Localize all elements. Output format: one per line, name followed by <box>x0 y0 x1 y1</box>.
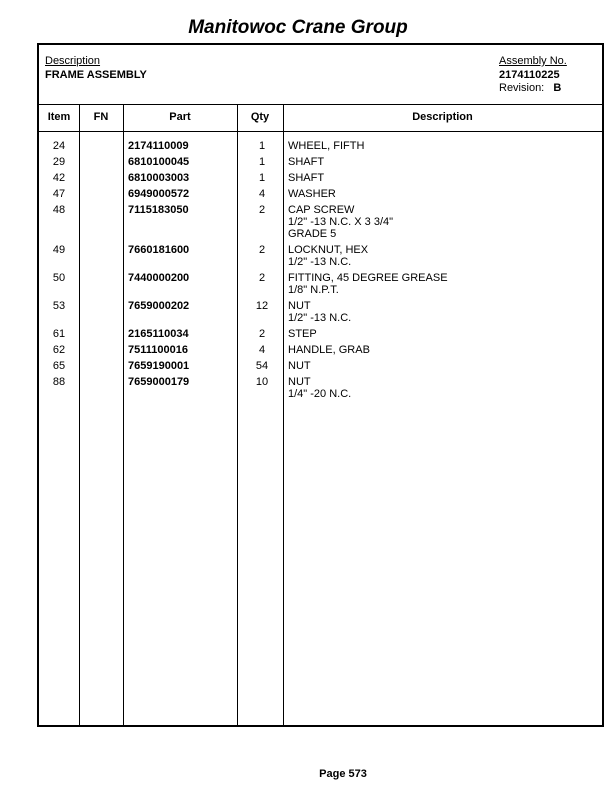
page-number: Page 573 <box>319 768 367 780</box>
column-header-qty: Qty <box>250 111 270 123</box>
quantity: 54 <box>255 360 269 372</box>
quantity: 2 <box>258 272 266 284</box>
description-line: STEP <box>288 328 317 340</box>
description-label: Description <box>45 55 101 67</box>
revision-label: Revision: <box>499 82 545 94</box>
description-line: 1/2" -13 N.C. <box>288 256 352 268</box>
item-number: 65 <box>52 360 66 372</box>
quantity: 2 <box>258 244 266 256</box>
item-number: 53 <box>52 300 66 312</box>
description-line: WASHER <box>288 188 336 200</box>
description-line: 1/2" -13 N.C. <box>288 312 352 324</box>
description-line: GRADE 5 <box>288 228 337 240</box>
description-line: 1/4" -20 N.C. <box>288 388 352 400</box>
table-row <box>39 172 602 184</box>
part-number: 7659000179 <box>128 376 190 388</box>
item-number: 61 <box>52 328 66 340</box>
description-cell <box>288 344 370 356</box>
description-line: WHEEL, FIFTH <box>288 140 365 152</box>
item-number: 24 <box>52 140 66 152</box>
description-line: SHAFT <box>288 156 325 168</box>
table-row <box>39 272 602 296</box>
description-line: 1/8" N.P.T. <box>288 284 339 296</box>
description-cell <box>288 172 324 184</box>
description-cell <box>288 272 448 296</box>
part-number: 2165110034 <box>128 328 189 340</box>
column-header-item: Item <box>47 111 71 123</box>
item-number: 49 <box>52 244 66 256</box>
description-line: NUT <box>288 376 311 388</box>
part-number: 7511100016 <box>128 344 188 356</box>
table-row <box>39 244 602 268</box>
part-number: 6810100045 <box>128 156 190 168</box>
description-line: NUT <box>288 360 311 372</box>
description-cell <box>288 360 311 372</box>
item-number: 62 <box>52 344 66 356</box>
table-row <box>39 140 602 152</box>
quantity: 1 <box>258 156 266 168</box>
column-header-row <box>39 104 602 132</box>
item-number: 47 <box>52 188 66 200</box>
item-number: 50 <box>52 272 66 284</box>
quantity: 4 <box>258 188 266 200</box>
assembly-number-label: Assembly No. <box>499 55 567 67</box>
item-number: 42 <box>52 172 66 184</box>
description-cell <box>288 376 351 400</box>
quantity: 1 <box>258 140 266 152</box>
part-number: 7660181600 <box>128 244 190 256</box>
quantity: 2 <box>258 204 266 216</box>
table-row <box>39 188 602 200</box>
table-row <box>39 156 602 168</box>
revision-line <box>499 82 561 94</box>
item-number: 48 <box>52 204 66 216</box>
part-number: 7115183050 <box>128 204 189 216</box>
description-line: LOCKNUT, HEX <box>288 244 369 256</box>
column-header-part: Part <box>169 111 191 123</box>
table-row <box>39 376 602 400</box>
item-number: 88 <box>52 376 66 388</box>
description-cell <box>288 244 368 268</box>
assembly-number-value: 2174110225 <box>499 69 560 81</box>
description-cell <box>288 140 364 152</box>
quantity: 10 <box>255 376 269 388</box>
description-line: HANDLE, GRAB <box>288 344 370 356</box>
company-title: Manitowoc Crane Group <box>188 17 408 38</box>
description-cell <box>288 156 324 168</box>
column-header-description: Description <box>412 111 473 123</box>
description-line: FITTING, 45 DEGREE GREASE <box>288 272 448 284</box>
table-row <box>39 344 602 356</box>
part-number: 7440000200 <box>128 272 190 284</box>
quantity: 1 <box>258 172 266 184</box>
part-number: 7659000202 <box>128 300 190 312</box>
assembly-header <box>39 45 602 105</box>
description-cell <box>288 300 351 324</box>
part-number: 7659190001 <box>128 360 190 372</box>
quantity: 2 <box>258 328 266 340</box>
parts-list-frame <box>37 43 604 727</box>
revision-value: B <box>553 82 562 94</box>
part-number: 2174110009 <box>128 140 189 152</box>
description-value: FRAME ASSEMBLY <box>45 69 147 81</box>
parts-table-body <box>39 140 602 404</box>
quantity: 4 <box>258 344 266 356</box>
description-cell <box>288 328 317 340</box>
description-cell <box>288 204 393 240</box>
column-header-fn: FN <box>93 111 109 123</box>
table-row <box>39 204 602 240</box>
part-number: 6810003003 <box>128 172 190 184</box>
quantity: 12 <box>255 300 269 312</box>
table-row <box>39 360 602 372</box>
part-number: 6949000572 <box>128 188 190 200</box>
description-line: CAP SCREW <box>288 204 355 216</box>
description-line: 1/2" -13 N.C. X 3 3/4" <box>288 216 394 228</box>
description-line: SHAFT <box>288 172 325 184</box>
table-row <box>39 328 602 340</box>
item-number: 29 <box>52 156 66 168</box>
table-row <box>39 300 602 324</box>
description-line: NUT <box>288 300 311 312</box>
description-cell <box>288 188 336 200</box>
